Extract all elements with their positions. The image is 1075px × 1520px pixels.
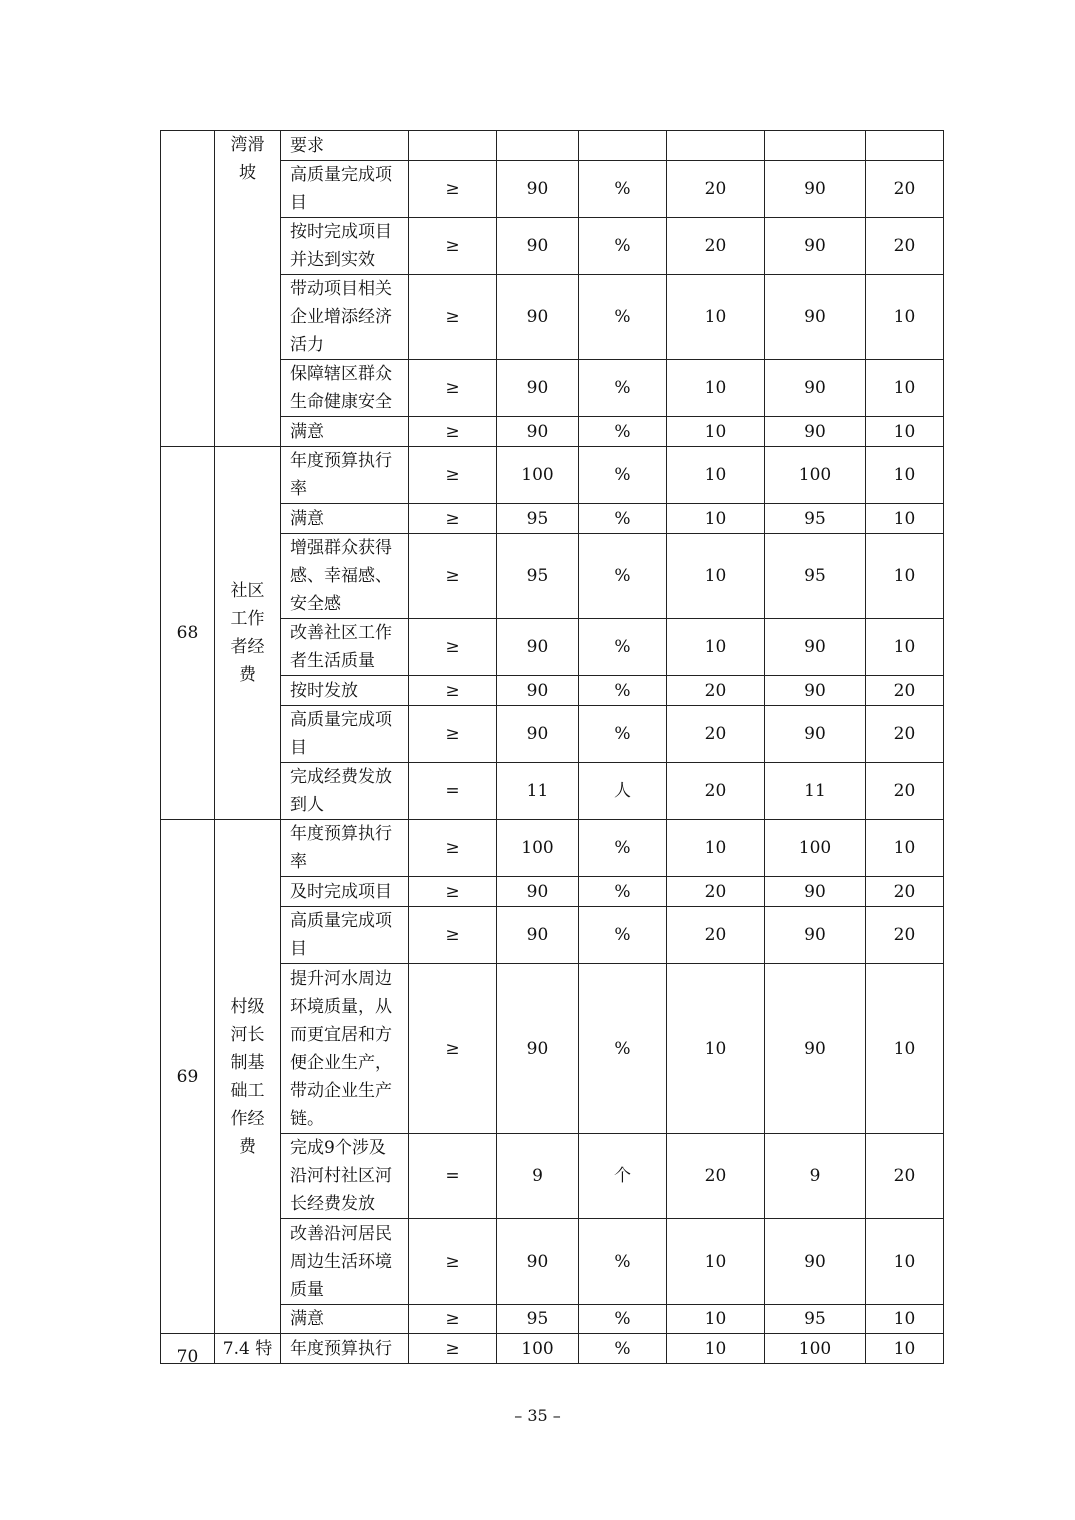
unit: % (579, 706, 667, 763)
project-name-text: 湾滑坡 (230, 135, 265, 183)
comparison-operator: ≥ (409, 1305, 497, 1334)
actual-value: 90 (765, 417, 866, 447)
unit: % (579, 1334, 667, 1364)
indicator-name: 带动项目相关企业增添经济活力 (281, 275, 409, 360)
table-row (161, 447, 944, 504)
table-row (161, 131, 944, 161)
indicator-name: 及时完成项目 (281, 877, 409, 907)
indicator-name: 年度预算执行率 (281, 447, 409, 504)
indicator-name: 按时发放 (281, 676, 409, 706)
project-name-text: 村级河长制基础工作经费 (230, 996, 265, 1157)
actual-value (765, 131, 866, 161)
indicator-name: 满意 (281, 1305, 409, 1334)
weight: 10 (667, 1334, 765, 1364)
score (866, 131, 944, 161)
indicator-name: 满意 (281, 417, 409, 447)
actual-value: 90 (765, 676, 866, 706)
score: 10 (866, 820, 944, 877)
target-value: 90 (497, 619, 579, 676)
row-index (161, 131, 215, 447)
score: 20 (866, 1134, 944, 1219)
comparison-operator: ≥ (409, 534, 497, 619)
target-value: 11 (497, 763, 579, 820)
comparison-operator: ≥ (409, 447, 497, 504)
target-value: 90 (497, 417, 579, 447)
target-value: 90 (497, 1219, 579, 1305)
indicator-name: 按时完成项目并达到实效 (281, 218, 409, 275)
weight: 20 (667, 706, 765, 763)
score: 20 (866, 763, 944, 820)
unit: % (579, 1305, 667, 1334)
weight: 10 (667, 504, 765, 534)
target-value: 90 (497, 676, 579, 706)
indicator-name: 提升河水周边环境质量，从而更宜居和方便企业生产，带动企业生产链。 (281, 964, 409, 1134)
actual-value: 100 (765, 1334, 866, 1364)
target-value: 95 (497, 534, 579, 619)
actual-value: 90 (765, 619, 866, 676)
comparison-operator: = (409, 763, 497, 820)
indicator-name: 满意 (281, 504, 409, 534)
unit: 人 (579, 763, 667, 820)
actual-value: 100 (765, 447, 866, 504)
weight: 10 (667, 820, 765, 877)
performance-indicator-table (160, 130, 944, 1364)
target-value (497, 131, 579, 161)
actual-value: 11 (765, 763, 866, 820)
score: 10 (866, 447, 944, 504)
indicator-name: 年度预算执行 (281, 1334, 409, 1364)
unit: % (579, 161, 667, 218)
table-row (161, 820, 944, 877)
unit: % (579, 619, 667, 676)
project-name (215, 1334, 281, 1364)
weight: 10 (667, 964, 765, 1134)
actual-value: 90 (765, 275, 866, 360)
target-value: 90 (497, 907, 579, 964)
project-name-text: 社区工作者经费 (230, 581, 265, 685)
score: 10 (866, 534, 944, 619)
target-value: 95 (497, 504, 579, 534)
project-name-text: 7.4 特 (222, 1338, 273, 1359)
comparison-operator: ≥ (409, 218, 497, 275)
comparison-operator (409, 131, 497, 161)
row-index: 69 (161, 820, 215, 1334)
indicator-name: 高质量完成项目 (281, 161, 409, 218)
weight: 10 (667, 1305, 765, 1334)
actual-value: 90 (765, 218, 866, 275)
comparison-operator: ≥ (409, 820, 497, 877)
weight: 10 (667, 360, 765, 417)
indicator-name: 完成经费发放到人 (281, 763, 409, 820)
target-value: 90 (497, 964, 579, 1134)
comparison-operator: = (409, 1134, 497, 1219)
weight: 10 (667, 275, 765, 360)
comparison-operator: ≥ (409, 1334, 497, 1364)
target-value: 9 (497, 1134, 579, 1219)
unit: % (579, 964, 667, 1134)
weight: 20 (667, 877, 765, 907)
unit: % (579, 877, 667, 907)
actual-value: 9 (765, 1134, 866, 1219)
target-value: 90 (497, 218, 579, 275)
score: 10 (866, 964, 944, 1134)
target-value: 90 (497, 275, 579, 360)
weight: 10 (667, 534, 765, 619)
comparison-operator: ≥ (409, 1219, 497, 1305)
actual-value: 90 (765, 1219, 866, 1305)
weight: 10 (667, 447, 765, 504)
weight: 20 (667, 1134, 765, 1219)
score: 10 (866, 360, 944, 417)
score: 20 (866, 218, 944, 275)
unit: % (579, 275, 667, 360)
score: 10 (866, 1334, 944, 1364)
unit (579, 131, 667, 161)
indicator-name: 要求 (281, 131, 409, 161)
unit: % (579, 676, 667, 706)
unit: % (579, 360, 667, 417)
comparison-operator: ≥ (409, 964, 497, 1134)
score: 20 (866, 907, 944, 964)
actual-value: 100 (765, 820, 866, 877)
actual-value: 90 (765, 706, 866, 763)
indicator-name: 增强群众获得感、幸福感、安全感 (281, 534, 409, 619)
unit: 个 (579, 1134, 667, 1219)
score: 10 (866, 275, 944, 360)
actual-value: 95 (765, 1305, 866, 1334)
score: 10 (866, 1219, 944, 1305)
target-value: 100 (497, 1334, 579, 1364)
actual-value: 90 (765, 360, 866, 417)
score: 10 (866, 619, 944, 676)
indicator-name: 完成9个涉及沿河村社区河长经费发放 (281, 1134, 409, 1219)
weight: 20 (667, 763, 765, 820)
table-row (161, 1334, 944, 1364)
unit: % (579, 820, 667, 877)
score: 10 (866, 504, 944, 534)
weight: 20 (667, 218, 765, 275)
target-value: 95 (497, 1305, 579, 1334)
page-number: – 35 – (514, 1406, 561, 1425)
target-value: 90 (497, 360, 579, 417)
project-name (215, 820, 281, 1334)
indicator-name: 高质量完成项目 (281, 706, 409, 763)
unit: % (579, 504, 667, 534)
row-index: 68 (161, 447, 215, 820)
unit: % (579, 417, 667, 447)
score: 20 (866, 706, 944, 763)
indicator-name: 高质量完成项目 (281, 907, 409, 964)
actual-value: 90 (765, 877, 866, 907)
row-index (161, 1334, 215, 1364)
target-value: 100 (497, 820, 579, 877)
weight: 10 (667, 417, 765, 447)
unit: % (579, 534, 667, 619)
comparison-operator: ≥ (409, 619, 497, 676)
score: 20 (866, 877, 944, 907)
weight (667, 131, 765, 161)
actual-value: 95 (765, 504, 866, 534)
project-name (215, 447, 281, 820)
score: 20 (866, 676, 944, 706)
weight: 20 (667, 676, 765, 706)
indicator-name: 改善沿河居民周边生活环境质量 (281, 1219, 409, 1305)
row-index-text: 70 (176, 1346, 199, 1362)
actual-value: 90 (765, 161, 866, 218)
weight: 20 (667, 907, 765, 964)
comparison-operator: ≥ (409, 877, 497, 907)
comparison-operator: ≥ (409, 161, 497, 218)
target-value: 100 (497, 447, 579, 504)
indicator-name: 保障辖区群众生命健康安全 (281, 360, 409, 417)
unit: % (579, 218, 667, 275)
indicator-name: 改善社区工作者生活质量 (281, 619, 409, 676)
comparison-operator: ≥ (409, 676, 497, 706)
comparison-operator: ≥ (409, 417, 497, 447)
weight: 10 (667, 619, 765, 676)
unit: % (579, 447, 667, 504)
actual-value: 90 (765, 964, 866, 1134)
comparison-operator: ≥ (409, 275, 497, 360)
actual-value: 95 (765, 534, 866, 619)
comparison-operator: ≥ (409, 504, 497, 534)
unit: % (579, 1219, 667, 1305)
score: 20 (866, 161, 944, 218)
target-value: 90 (497, 877, 579, 907)
target-value: 90 (497, 161, 579, 218)
unit: % (579, 907, 667, 964)
target-value: 90 (497, 706, 579, 763)
project-name (215, 131, 281, 447)
comparison-operator: ≥ (409, 360, 497, 417)
score: 10 (866, 1305, 944, 1334)
indicator-name: 年度预算执行率 (281, 820, 409, 877)
actual-value: 90 (765, 907, 866, 964)
score: 10 (866, 417, 944, 447)
comparison-operator: ≥ (409, 706, 497, 763)
comparison-operator: ≥ (409, 907, 497, 964)
weight: 10 (667, 1219, 765, 1305)
weight: 20 (667, 161, 765, 218)
